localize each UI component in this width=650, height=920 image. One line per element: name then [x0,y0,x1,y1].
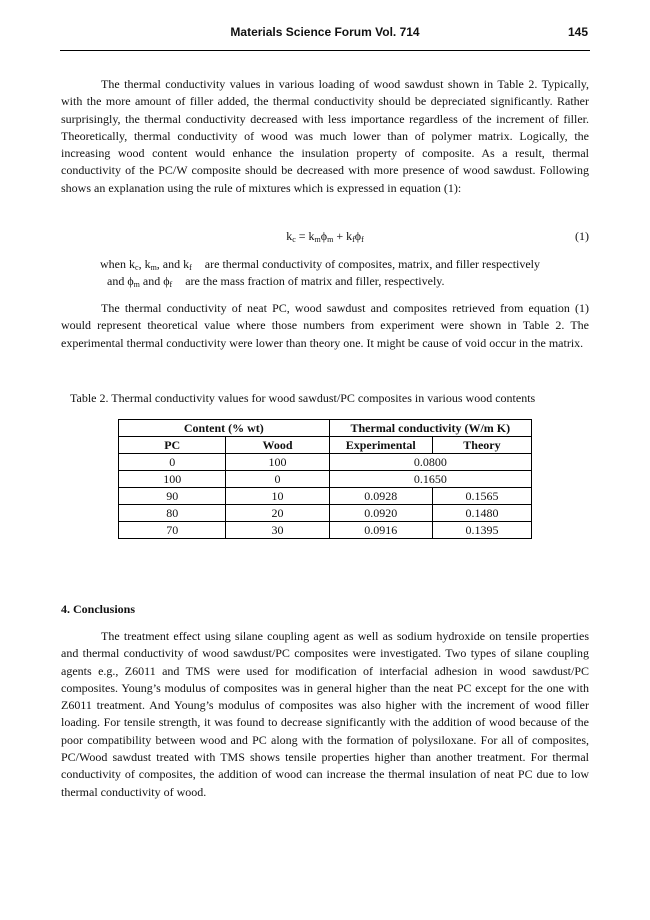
definition-line-2: and $\phi_m$ and $\phi_f$ are the mass fraction of matrix and filler, respectively. [107,274,445,289]
content-group-header: Content (% wt) [119,420,330,437]
table-caption: Table 2. Thermal conductivity values for wood sawdust/PC composites in various wood contents [70,391,536,405]
journal-title: Materials Science Forum Vol. 714 [230,25,420,39]
table-row [119,522,532,539]
table-group-header-row [119,420,532,437]
conductivity-group-header: Thermal conductivity (W/m K) [329,420,531,437]
table-cell: 0 [119,454,226,471]
table-cell: 30 [226,522,329,539]
table-cell: 0.0916 [329,522,432,539]
table-cell: 80 [119,505,226,522]
table-row [119,471,532,488]
pc-column-header: PC [119,437,226,454]
table-cell: 20 [226,505,329,522]
table-cell: 0.0800 [329,454,531,471]
table-cell: 70 [119,522,226,539]
table-cell: 0 [226,471,329,488]
table-cell: 0.1650 [329,471,531,488]
definition-text-1: are thermal conductivity of composites, matrix, and filler respectively [204,257,541,271]
conclusions-paragraph: The treatment effect using silane coupling agent as well as sodium hydroxide on tensile properties and thermal conductivity of wood sawdust/PC composites were investigated. Two types of silane coupling agents e.g., Z6011 and TMS were used for modification of interfacial adhesion in wood sawdust/PC composites. Young’s modulus of composites was in general higher than the neat PC except for the one with Z6011 treatment. And Young’s modulus of composites was also higher with the increment of wood filler loading. For tensile strength, it was found to decrease significantly with the addition of wood because of the poor compatibility between wood and PC along with the formation of polysiloxane. For all of composites, PC/Wood sawdust treated with TMS shows tensile properties higher than another treatment. For thermal conductivity of composites, the addition of wood can increase the thermal insulation of neat PC due to low thermal conductivity of wood. [61,629,589,799]
conductivity-table [118,419,532,539]
page-header [60,22,590,51]
table-row [119,488,532,505]
experimental-column-header: Experimental [329,437,432,454]
table-sub-header-row [119,437,532,454]
table-cell: 0.0928 [329,488,432,505]
table-cell: 10 [226,488,329,505]
table-cell: 100 [226,454,329,471]
page-number: 145 [567,25,588,39]
definition-text-2: are the mass fraction of matrix and filler, respectively. [185,274,445,288]
table-cell: 100 [119,471,226,488]
table-cell: 0.0920 [329,505,432,522]
equation-expression: $k_c = k_m\phi_m + k_f\phi_f$ [286,229,364,244]
section-heading: 4. Conclusions [61,602,136,616]
table-cell: 0.1395 [432,522,531,539]
table-row [119,454,532,471]
equation-1 [61,229,589,247]
equation-number: (1) [575,229,589,243]
body-paragraph-1: The thermal conductivity values in various loading of wood sawdust shown in Table 2. Typically, with the more amount of filler added, the thermal conductivity should be depreciated significantly. Rather surprisingly, the thermal conductivity decreased with less importance regardless of the increment of filler. Theoretically, thermal conductivity of wood was much lower than of polymer matrix. Logically, the increasing wood content would enhance the insulation property of composite. As a result, thermal conductivity of the PC/W composite should be decreased with more presence of wood sawdust. Following shows an explanation using the rule of mixtures which is expressed in equation (1): [61,77,589,195]
table-cell: 0.1565 [432,488,531,505]
table-cell: 0.1480 [432,505,531,522]
definition-line-1: when $k_c$, $k_m$, and $k_f$ are thermal conductivity of composites, matrix, and filler respectively [100,257,541,272]
table-cell: 90 [119,488,226,505]
equation-definitions [100,256,540,290]
wood-column-header: Wood [226,437,329,454]
table-row [119,505,532,522]
theory-column-header: Theory [432,437,531,454]
body-paragraph-2: The thermal conductivity of neat PC, wood sawdust and composites retrieved from equation (1) would represent theoretical value where those numbers from experiment were shown in Table 2. The experimental thermal conductivity were lower than theory one. It might be cause of void occur in the matrix. [61,301,589,350]
